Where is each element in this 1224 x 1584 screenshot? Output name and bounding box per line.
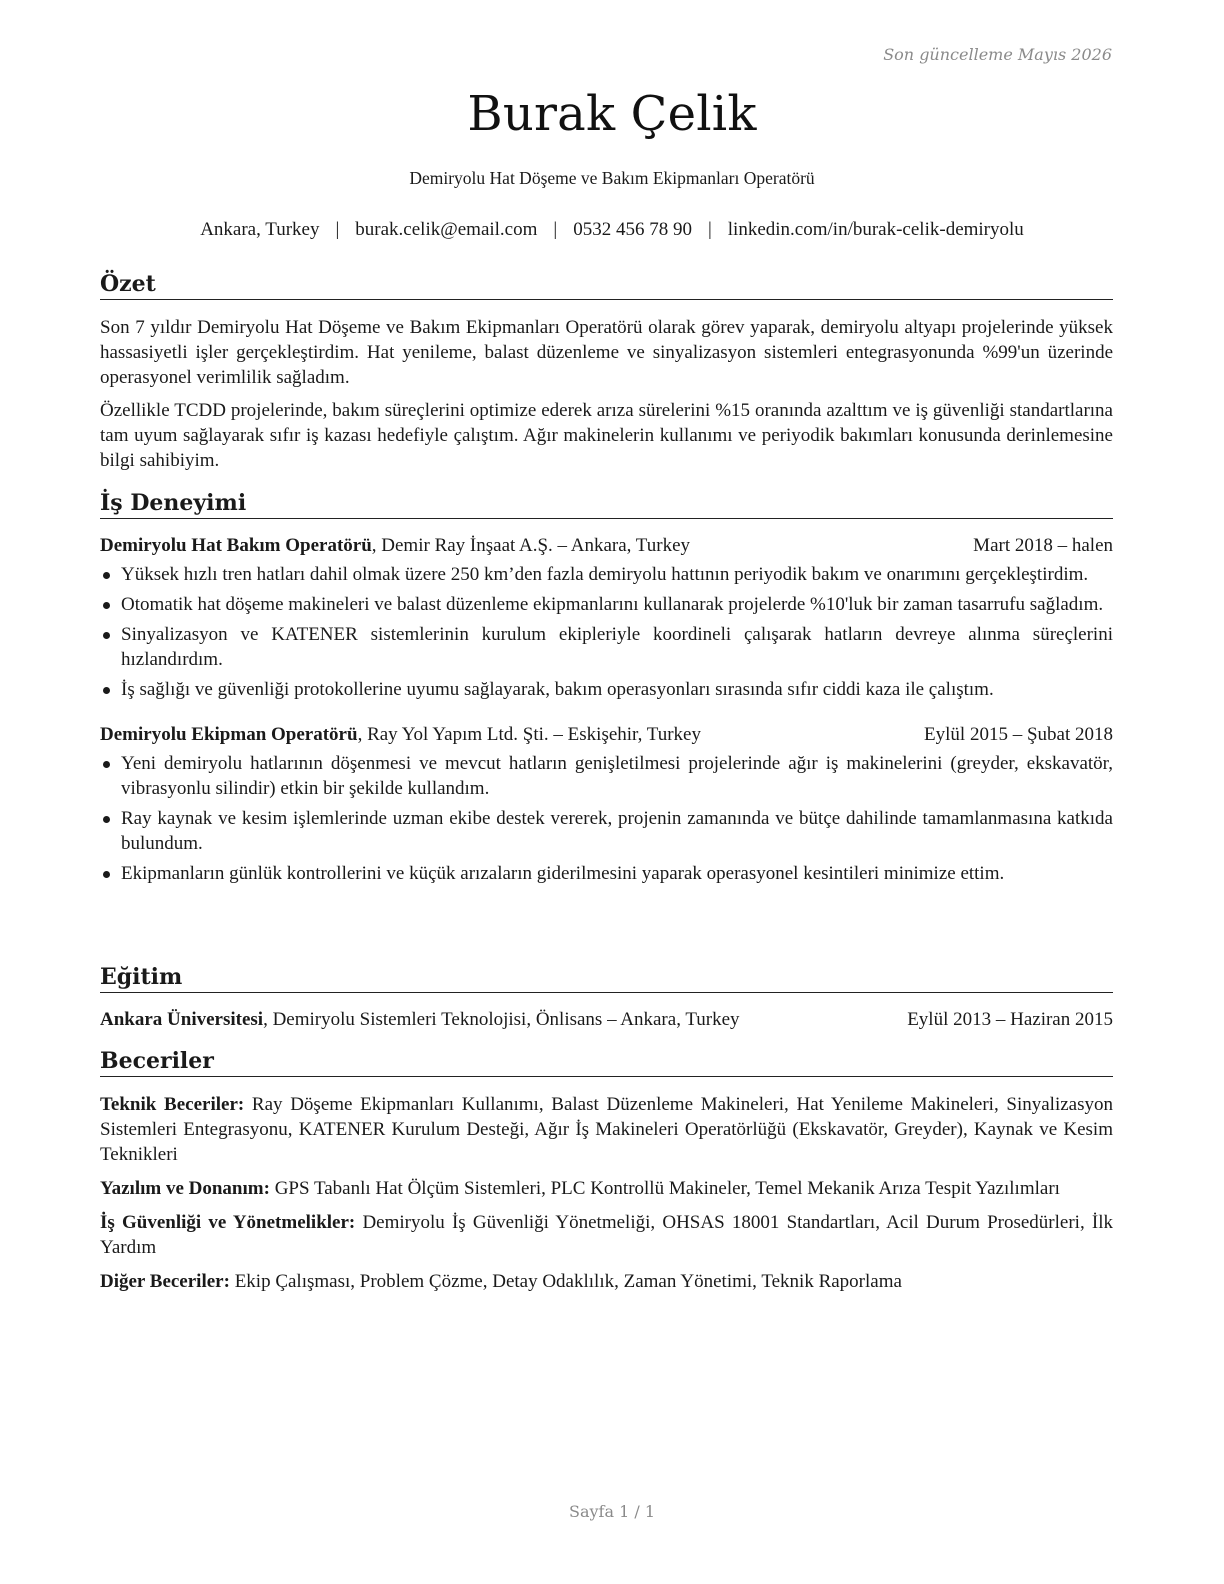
list-item: Yeni demiryolu hatlarının döşenmesi ve mevcut hatların genişletilmesi projelerinde ağır iş makinelerini (greyder, ekskavatör, vibrasyonlu silindir) etkin bir şekilde kullandım. <box>100 751 1113 801</box>
bullet-icon <box>103 687 110 694</box>
job-title: Demiryolu Hat Döşeme ve Bakım Ekipmanları Operatörü <box>409 168 815 188</box>
bullet-icon <box>103 871 110 878</box>
job-company: , Ray Yol Yapım Ltd. Şti. – Eskişehir, Turkey <box>357 724 701 745</box>
job-entry <box>100 722 1113 886</box>
section-heading-experience: İş Deneyimi <box>100 489 1113 519</box>
contact-linkedin[interactable]: linkedin.com/in/burak-celik-demiryolu <box>727 219 1024 240</box>
skill-label: Yazılım ve Donanım: <box>100 1178 270 1199</box>
page-number: Sayfa 1 / 1 <box>568 1502 655 1521</box>
section-heading-skills: Beceriler <box>100 1047 1113 1077</box>
education-section <box>100 963 1113 1032</box>
skill-text: Ray Döşeme Ekipmanları Kullanımı, Balast Düzenleme Makineleri, Hat Yenileme Makineleri, Sinyalizasyon Sistemleri Entegrasyonu, KATENER Kurulum Desteği, Ağır İş Makineleri Operatörlüğü (Ekskavatör, Greyder), Kaynak ve Kesim Teknikleri <box>100 1094 1113 1165</box>
job-entry <box>100 533 1113 702</box>
contact-phone: 0532 456 78 90 <box>573 219 692 240</box>
list-item: Ray kaynak ve kesim işlemlerinde uzman ekibe destek vererek, projenin zamanında ve bütçe dahilinde tamamlanmasına katkıda bulundum. <box>100 806 1113 856</box>
bullet-icon <box>103 816 110 823</box>
list-item: Sinyalizasyon ve KATENER sistemlerinin kurulum ekipleriyle koordineli çalışarak hatların devreye alınma süreçlerini hızlandırdım. <box>100 622 1113 672</box>
experience-section <box>100 489 1113 891</box>
summary-paragraph: Özellikle TCDD projelerinde, bakım süreçlerini optimize ederek arıza sürelerini %15 oranında azalttım ve iş güvenliği standartlarına tam uyum sağlayarak sıfır iş kazası hedefiyle çalıştım. Ağır makinelerin kullanımı ve periyodik bakımları konusunda derinlemesine bilgi sahibiyim. <box>100 400 1113 471</box>
job-bullets <box>100 751 1113 886</box>
skill-group <box>100 1176 1113 1201</box>
job-role: Demiryolu Hat Bakım Operatörü <box>100 535 372 556</box>
contact-email[interactable]: burak.celik@email.com <box>355 219 538 240</box>
skill-group <box>100 1092 1113 1167</box>
bullet-icon <box>103 632 110 639</box>
list-item: Yüksek hızlı tren hatları dahil olmak üzere 250 km’den fazla demiryolu hattının periyodik bakım ve onarımını gerçekleştirdim. <box>100 562 1113 587</box>
list-item: İş sağlığı ve güvenliği protokollerine uyumu sağlayarak, bakım operasyonları sırasında sıfır ciddi kaza ile çalıştım. <box>100 677 1113 702</box>
bullet-icon <box>103 602 110 609</box>
skill-text: Demiryolu İş Güvenliği Yönetmeliği, OHSAS 18001 Standartları, Acil Durum Prosedürleri, İlk Yardım <box>100 1212 1114 1258</box>
skill-group <box>100 1210 1113 1260</box>
contact-separator: | <box>553 219 558 240</box>
skills-section <box>100 1047 1113 1294</box>
section-heading-summary: Özet <box>100 270 1113 300</box>
bullet-icon <box>103 761 110 768</box>
job-company: , Demir Ray İnşaat A.Ş. – Ankara, Turkey <box>371 535 691 556</box>
education-detail: , Demiryolu Sistemleri Teknolojisi, Önlisans – Ankara, Turkey <box>263 1009 740 1030</box>
skill-text: Ekip Çalışması, Problem Çözme, Detay Odaklılık, Zaman Yönetimi, Teknik Raporlama <box>234 1271 902 1292</box>
job-dates: Eylül 2015 – Şubat 2018 <box>924 724 1113 745</box>
job-dates: Mart 2018 – halen <box>973 535 1113 556</box>
bullet-icon <box>103 572 110 579</box>
skill-group <box>100 1269 1113 1294</box>
job-header <box>100 533 1113 558</box>
job-bullets <box>100 562 1113 702</box>
education-entry <box>100 1007 1113 1032</box>
list-item: Otomatik hat döşeme makineleri ve balast düzenleme ekipmanlarını kullanarak projelerde %10'luk bir zaman tasarrufu sağladım. <box>100 592 1113 617</box>
list-item: Ekipmanların günlük kontrollerini ve küçük arızaların giderilmesini yaparak operasyonel kesintileri minimize ettim. <box>100 861 1113 886</box>
summary-paragraph: Son 7 yıldır Demiryolu Hat Döşeme ve Bakım Ekipmanları Operatörü olarak görev yaparak, demiryolu altyapı projelerinde yüksek hassasiyetli işler gerçekleştirdim. Hat yenileme, balast düzenleme ve sinyalizasyon sistemleri entegrasyonunda %99'un üzerinde operasyonel verimlilik sağladım. <box>100 317 1113 388</box>
skill-label: Diğer Beceriler: <box>100 1271 230 1292</box>
contact-location: Ankara, Turkey <box>200 219 320 240</box>
job-role: Demiryolu Ekipman Operatörü <box>100 724 358 745</box>
candidate-name: Burak Çelik <box>467 86 757 142</box>
skill-label: Teknik Beceriler: <box>100 1094 245 1115</box>
contact-separator: | <box>707 219 712 240</box>
summary-section <box>100 270 1113 473</box>
contact-separator: | <box>335 219 340 240</box>
education-school: Ankara Üniversitesi <box>100 1009 264 1030</box>
section-heading-education: Eğitim <box>100 963 1113 993</box>
skill-label: İş Güvenliği ve Yönetmelikler: <box>100 1212 356 1233</box>
job-header <box>100 722 1113 747</box>
last-updated: Son güncelleme Mayıs 2026 <box>883 45 1112 64</box>
skill-text: GPS Tabanlı Hat Ölçüm Sistemleri, PLC Kontrollü Makineler, Temel Mekanik Arıza Tespit Yazılımları <box>274 1178 1060 1199</box>
contact-line <box>0 219 1224 241</box>
education-dates: Eylül 2013 – Haziran 2015 <box>907 1009 1113 1030</box>
